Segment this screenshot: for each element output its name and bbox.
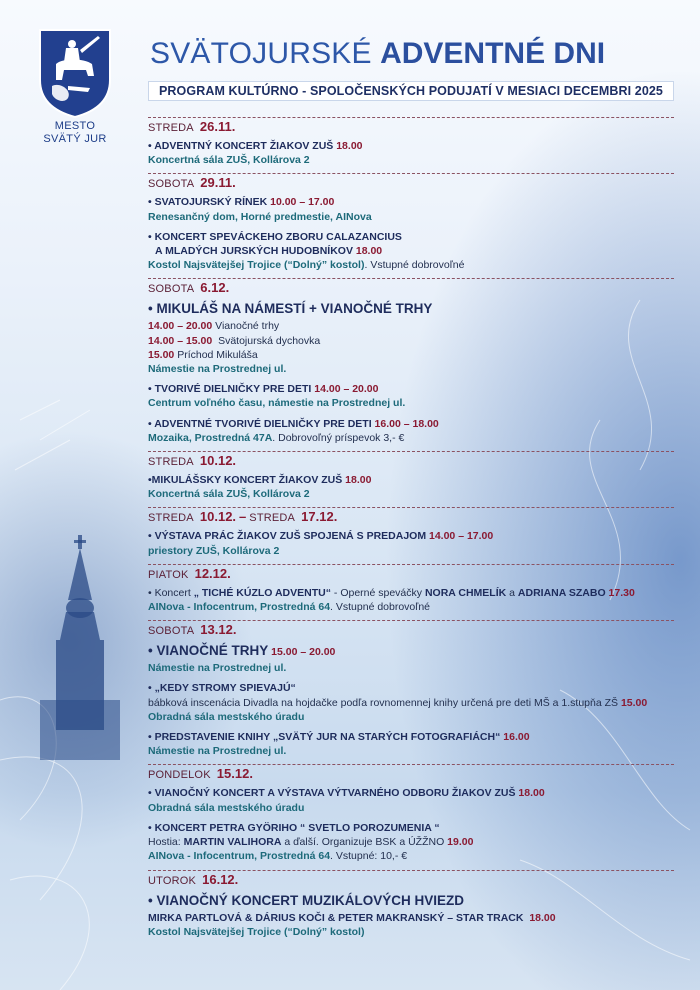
day-header: PONDELOK 15.12. xyxy=(148,764,674,782)
event-venue: Koncertná sála ZUŠ, Kollárova 2 xyxy=(148,154,310,167)
event-venue: Centrum voľného času, námestie na Prostrednej ul. xyxy=(148,397,406,410)
program-list xyxy=(148,117,674,945)
header xyxy=(0,0,700,145)
event-time: 16.00 xyxy=(503,731,530,744)
event-title: • VIANOČNÝ KONCERT MUZIKÁLOVÝCH HVIEZD xyxy=(148,892,464,908)
church-silhouette xyxy=(40,535,120,760)
event-venue: Renesančný dom, Horné predmestie, AINova xyxy=(148,210,372,223)
event xyxy=(148,195,674,223)
event xyxy=(148,786,674,814)
event-time: 18.00 xyxy=(529,911,556,924)
event-title: • PREDSTAVENIE KNIHY „SVÄTÝ JUR NA STARÝCH FOTOGRAFIÁCH“ xyxy=(148,731,501,744)
event-venue: Kostol Najsvätejšej Trojice (“Dolný” kostol) xyxy=(148,925,365,938)
event-time: 14.00 – 20.00 xyxy=(314,383,379,396)
program-subtitle: PROGRAM KULTÚRNO - SPOLOČENSKÝCH PODUJATÍ V MESIACI DECEMBRI 2025 xyxy=(148,81,674,101)
event xyxy=(148,642,674,675)
event xyxy=(148,681,674,724)
event xyxy=(148,821,674,864)
host-label: Hostia: xyxy=(148,836,184,849)
event-venue: Námestie na Prostrednej ul. xyxy=(148,745,287,758)
event-title: • TVORIVÉ DIELNIČKY PRE DETI xyxy=(148,383,312,396)
event-time: 17.30 xyxy=(608,586,635,599)
event-venue: AINova - Infocentrum, Prostredná 64 xyxy=(148,850,331,863)
day-header: SOBOTA 29.11. xyxy=(148,173,674,191)
event-title: • „KEDY STROMY SPIEVAJÚ“ xyxy=(148,682,296,695)
event-prefix: • Koncert xyxy=(148,586,191,599)
event xyxy=(148,473,674,501)
event-time: 18.00 xyxy=(518,787,545,800)
title-bold: ADVENTNÉ DNI xyxy=(380,37,606,70)
schedule-time: 15.00 xyxy=(148,348,175,361)
coat-of-arms-icon xyxy=(38,28,112,118)
event-time: 15.00 xyxy=(620,696,648,709)
event-time: 18.00 xyxy=(336,140,363,152)
event-title: • SVATOJURSKÝ RÍNEK xyxy=(148,196,268,209)
day-header: STREDA 26.11. xyxy=(148,117,674,135)
event-title: • VIANOČNÉ TRHY xyxy=(148,643,269,659)
event-time: 18.00 xyxy=(345,474,372,487)
event: • Koncert „ TICHÉ KÚZLO ADVENTU“ - Operné speváčky NORA CHMELÍK a ADRIANA SZABO 17.30 AINova - Infocentrum, Prostredná 64. Vstupné dobrovoľné xyxy=(148,586,635,614)
day-header: STREDA 10.12. xyxy=(148,451,674,469)
performer: ADRIANA SZABO xyxy=(517,586,606,599)
event-time: 19.00 xyxy=(447,836,474,849)
event-venue: Námestie na Prostrednej ul. xyxy=(148,363,287,376)
schedule-text: Vianočné trhy xyxy=(215,320,280,333)
host-name: MARTIN VALIHORA xyxy=(183,836,282,849)
event-time: 15.00 – 20.00 xyxy=(271,646,336,659)
schedule-time: 14.00 – 15.00 xyxy=(148,334,213,347)
event-note: . Vstupné: 10,- € xyxy=(330,850,408,863)
event-time: 10.00 – 17.00 xyxy=(270,196,335,209)
event xyxy=(148,139,674,167)
event-desc: bábková inscenácia Divadla na hojdačke podľa rovnomennej knihy určená pre deti MŠ a 1.stupňa ZŠ xyxy=(148,696,619,709)
page-title xyxy=(150,34,690,74)
event-title: • KONCERT PETRA GYÖRIHO “ SVETLO POROZUMENIA “ xyxy=(148,821,440,834)
town-name xyxy=(38,120,112,146)
schedule-text: Príchod Mikuláša xyxy=(177,348,258,361)
event-title: • ADVENTNÉ TVORIVÉ DIELNIČKY PRE DETI xyxy=(148,417,372,430)
schedule-text: Svätojurská dychovka xyxy=(218,334,321,347)
day-header: SOBOTA 6.12. xyxy=(148,278,674,296)
event-note: . Dobrovoľný príspevok 3,- € xyxy=(272,431,405,444)
event-time: 18.00 xyxy=(355,245,383,258)
event-title-cont: A MLADÝCH JURSKÝCH HUDOBNÍKOV xyxy=(155,245,353,258)
event-title: • VIANOČNÝ KONCERT A VÝSTAVA VÝTVARNÉHO ODBORU ŽIAKOV ZUŠ xyxy=(148,787,516,800)
event-venue: Koncertná sála ZUŠ, Kollárova 2 xyxy=(148,488,310,501)
event xyxy=(148,300,674,376)
host-rest: a ďalší. Organizuje BSK a ÚŽŽNO xyxy=(281,836,445,849)
day-header: UTOROK 16.12. xyxy=(148,870,674,888)
event-title: • MIKULÁŠ NA NÁMESTÍ + VIANOČNÉ TRHY xyxy=(148,301,433,317)
title-light: SVÄTOJURSKÉ xyxy=(150,37,372,70)
town-name-line1: MESTO xyxy=(54,120,96,132)
event-venue: AINova - Infocentrum, Prostredná 64 xyxy=(148,601,331,614)
event-venue: Námestie na Prostrednej ul. xyxy=(148,662,287,675)
event-mid: - Operné speváčky xyxy=(330,586,425,599)
performers: MIRKA PARTLOVÁ & DÁRIUS KOČI & PETER MAKRANSKÝ – STAR TRACK xyxy=(148,911,524,924)
event-venue: Mozaika, Prostredná 47A xyxy=(148,431,273,444)
event-title: •MIKULÁŠSKY KONCERT ŽIAKOV ZUŠ xyxy=(148,474,343,487)
event-venue: Kostol Najsvätejšej Trojice (“Dolný” kostol) xyxy=(148,259,365,272)
event-title: • VÝSTAVA PRÁC ŽIAKOV ZUŠ SPOJENÁ S PREDAJOM xyxy=(148,530,427,543)
day-header: PIATOK 12.12. xyxy=(148,564,674,582)
event-time: 16.00 – 18.00 xyxy=(374,417,439,430)
event xyxy=(148,230,674,273)
event xyxy=(148,730,674,758)
event-title: • ADVENTNÝ KONCERT ŽIAKOV ZUŠ xyxy=(148,140,334,152)
event-venue: Obradná sála mestského úradu xyxy=(148,801,305,814)
event xyxy=(148,892,674,939)
day-header: STREDA 10.12. – STREDA 17.12. xyxy=(148,507,674,525)
event xyxy=(148,382,674,410)
town-name-line2: SVÄTÝ JUR xyxy=(43,133,107,145)
event-venue: priestory ZUŠ, Kollárova 2 xyxy=(148,544,280,557)
event xyxy=(148,417,674,445)
event-venue: Obradná sála mestského úradu xyxy=(148,710,305,723)
event-note: . Vstupné dobrovoľné xyxy=(364,259,465,272)
schedule-time: 14.00 – 20.00 xyxy=(148,320,213,333)
event-title: „ TICHÉ KÚZLO ADVENTU“ xyxy=(193,586,331,599)
day-header: SOBOTA 13.12. xyxy=(148,620,674,638)
performer: NORA CHMELÍK xyxy=(424,586,507,599)
event xyxy=(148,529,674,557)
event-title: • KONCERT SPEVÁCKEHO ZBORU CALAZANCIUS xyxy=(148,230,402,243)
event-note: . Vstupné dobrovoľné xyxy=(330,601,431,614)
event-time: 14.00 – 17.00 xyxy=(429,530,494,543)
